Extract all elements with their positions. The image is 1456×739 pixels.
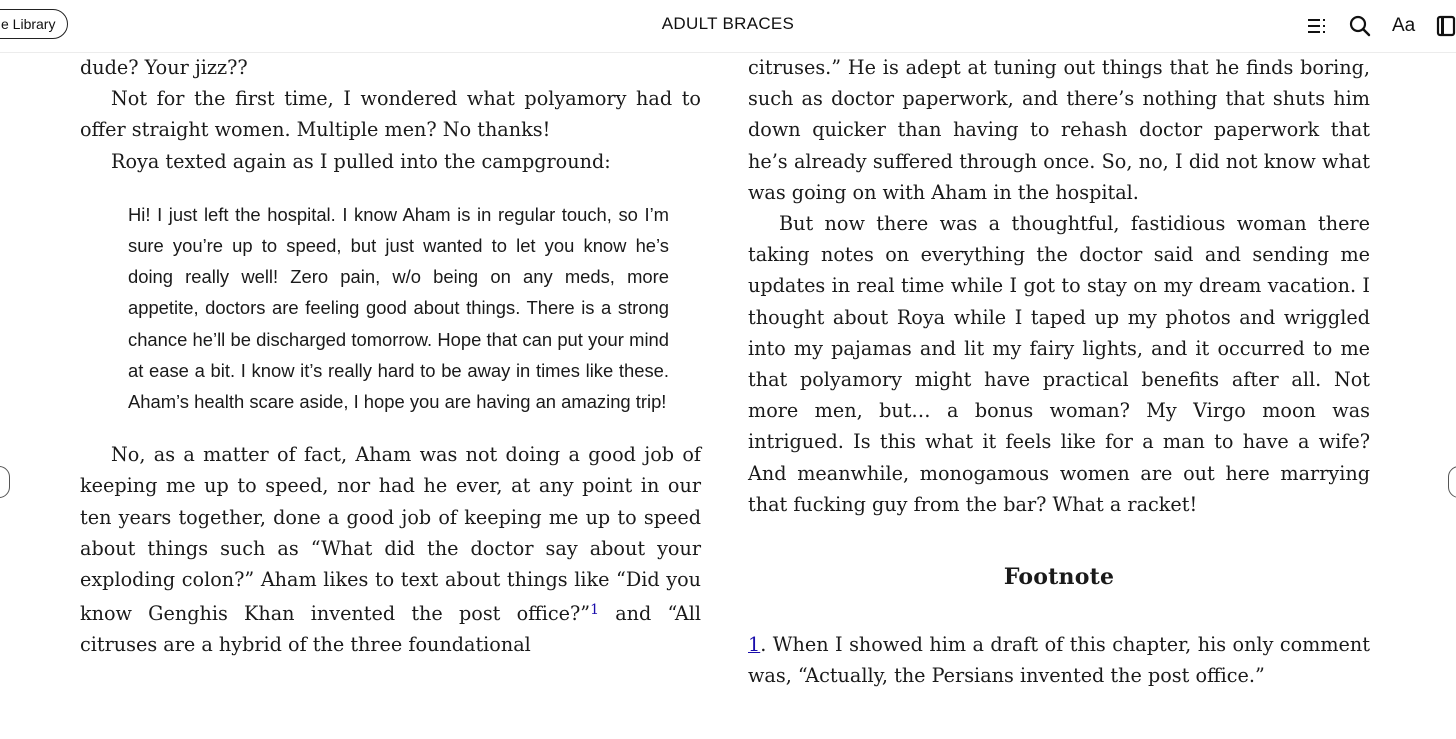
paragraph-text: No, as a matter of fact, Aham was not doing a good job of keeping me up to speed, nor had he ever, at any point in our ten years together, done a good job of keeping me up to speed about things such as “What did the doctor say about your exploding colon?” Aham likes to text about things like “Did you know Genghis Khan invented the post office?” xyxy=(80,443,701,626)
font-settings-button[interactable]: Aa xyxy=(1392,15,1416,36)
footnote-link[interactable]: 1 xyxy=(590,602,600,619)
paragraph: Roya texted again as I pulled into the campground: xyxy=(111,149,611,173)
next-page-button[interactable] xyxy=(1448,466,1456,498)
paragraph: But now there was a thoughtful, fastidious woman there taking notes on everything the doctor said and sending me updates in real time while I got to stay on my dream vacation. I thought about Roya while I taped up my photos and wriggled into my pajamas and lit my fairy lights, and it occurred to me that polyamory might have practical benefits after all. Not more men, but… a bonus woman? My Virgo moon was intrigued. Is this what it feels like for a man to have a wife? And meanwhile, monogamous women are out here marrying that fucking guy from the bar? What a racket! xyxy=(748,212,1370,516)
footnote-backlink[interactable]: 1 xyxy=(748,633,761,657)
paragraph: dude? Your jizz?? xyxy=(80,56,248,79)
reader-toolbar xyxy=(0,0,1456,53)
left-page-column xyxy=(80,52,701,661)
previous-page-button[interactable] xyxy=(0,466,10,498)
text-message-quote: Hi! I just left the hospital. I know Aham is in regular touch, so I’m sure you’re up to speed, but just wanted to let you know he’s doing really well! Zero pain, w/o being on any meds, more appetite, doctors are feeling good about things. There is a strong chance he’ll be discharged tomorrow. Hope that can put your mind at ease a bit. I know it’s really hard to be away in times like these. Aham’s health scare aside, I hope you are having an amazing trip! xyxy=(128,203,669,413)
paragraph xyxy=(80,439,701,660)
library-button[interactable]: e Library xyxy=(0,9,68,39)
footnote-heading: Footnote xyxy=(1003,564,1115,591)
footnote-text xyxy=(748,629,1370,691)
footnote-body: . When I showed him a draft of this chapter, his only comment was, “Actually, the Persians invented the post office.” xyxy=(748,633,1370,688)
paragraph-text: and “All citruses are a hybrid of the three foundational xyxy=(80,602,701,657)
paragraph: citruses.” He is adept at tuning out things that he finds boring, such as doctor paperwork, and there’s nothing that shuts him down quicker than having to rehash doctor paperwork that he’s already suffered through once. So, no, I did not know what was going on with Aham in the hospital. xyxy=(748,56,1370,204)
book-title: ADULT BRACES xyxy=(661,14,795,33)
bookmark-icon[interactable] xyxy=(1436,13,1456,39)
table-of-contents-icon[interactable] xyxy=(1306,13,1328,39)
paragraph: Not for the first time, I wondered what polyamory had to offer straight women. Multiple men? No thanks! xyxy=(80,87,701,142)
search-icon[interactable] xyxy=(1348,13,1372,39)
right-page-column xyxy=(748,52,1370,692)
